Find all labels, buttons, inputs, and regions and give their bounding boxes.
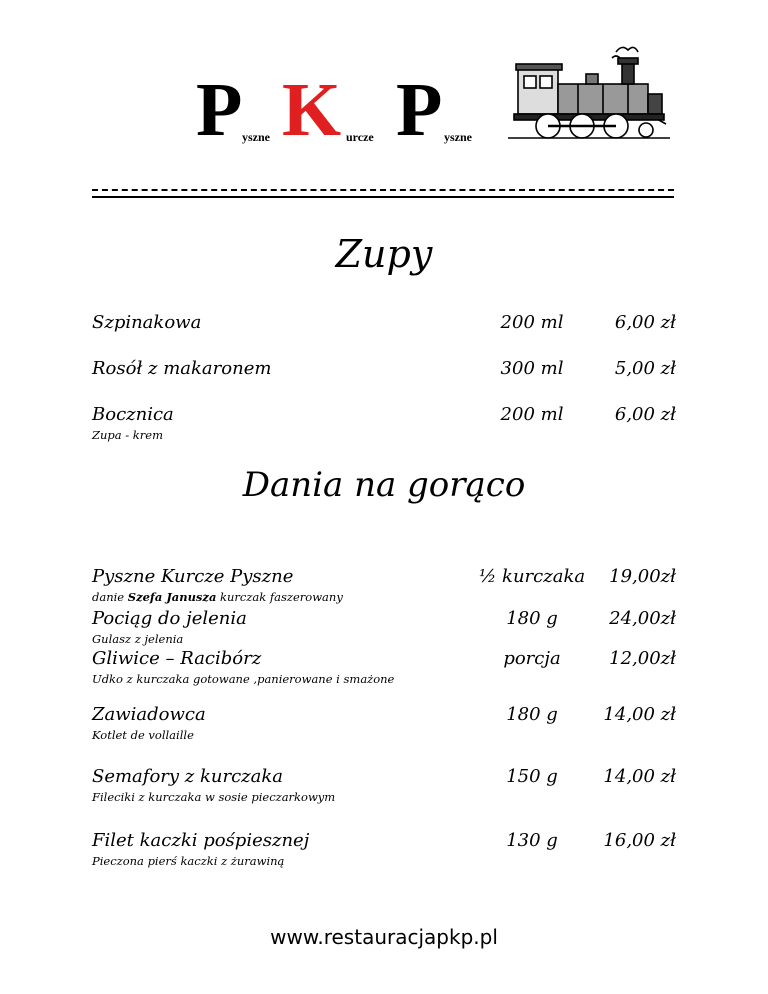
item-description: Kotlet de vollaille [92, 728, 194, 742]
item-price: 14,00 zł [603, 704, 676, 725]
item-description: Zupa - krem [92, 428, 163, 442]
item-description: danie Szefa Janusza kurczak faszerowany [92, 590, 343, 604]
logo-word-yszne-2: yszne [444, 130, 472, 144]
logo-letter-k: K [282, 68, 342, 152]
menu-item [92, 404, 676, 442]
item-description: Pieczona pierś kaczki z żurawiną [92, 854, 285, 868]
item-qty: 300 ml [500, 358, 564, 379]
chef-name: Szefa Janusza [127, 590, 217, 604]
logo-word-urcze: urcze [346, 130, 374, 144]
item-name: Rosół z makaronem [92, 358, 272, 379]
item-qty: 200 ml [500, 404, 564, 425]
item-price: 5,00 zł [614, 358, 676, 379]
item-price: 6,00 zł [614, 404, 676, 425]
divider-dashed [92, 189, 674, 191]
item-price: 12,00zł [609, 648, 676, 669]
item-qty: porcja [503, 648, 561, 669]
menu-item [92, 704, 676, 742]
item-qty: 130 g [506, 830, 558, 851]
item-name: Semafory z kurczaka [92, 766, 284, 787]
item-price: 6,00 zł [614, 312, 676, 333]
item-qty: 200 ml [500, 312, 564, 333]
item-price: 19,00zł [609, 566, 676, 587]
menu-item [92, 312, 676, 342]
logo-letter-p2: P [396, 68, 443, 152]
logo-word-yszne-1: yszne [242, 130, 270, 144]
item-price: 24,00zł [609, 608, 676, 629]
section-heading-hot-dishes: Dania na gorąco [242, 465, 526, 505]
menu-item [92, 608, 676, 646]
locomotive-icon [508, 40, 670, 140]
item-description: Gulasz z jelenia [92, 632, 184, 646]
item-name: Zawiadowca [92, 704, 206, 725]
item-name: Szpinakowa [92, 312, 202, 333]
item-qty: 150 g [506, 766, 558, 787]
menu-item [92, 566, 676, 604]
menu-item [92, 358, 676, 388]
website-url: www.restauracjapkp.pl [270, 925, 498, 949]
item-name: Gliwice – Racibórz [92, 648, 262, 669]
item-description: Fileciki z kurczaka w sosie pieczarkowym [92, 790, 336, 804]
menu-item [92, 766, 676, 804]
item-price: 14,00 zł [603, 766, 676, 787]
item-name: Bocznica [92, 404, 174, 425]
item-name: Filet kaczki pośpiesznej [92, 830, 310, 851]
item-qty: ½ kurczaka [478, 566, 586, 587]
item-name: Pociąg do jelenia [92, 608, 247, 629]
item-name: Pyszne Kurcze Pyszne [92, 566, 294, 587]
item-qty: 180 g [506, 608, 558, 629]
divider-solid [92, 196, 674, 198]
menu-item [92, 648, 676, 686]
menu-item [92, 830, 676, 868]
logo-letter-p1: P [196, 68, 243, 152]
item-qty: 180 g [506, 704, 558, 725]
item-description: Udko z kurczaka gotowane ,panierowane i smażone [92, 672, 395, 686]
section-heading-soups: Zupy [335, 232, 433, 276]
item-price: 16,00 zł [603, 830, 676, 851]
